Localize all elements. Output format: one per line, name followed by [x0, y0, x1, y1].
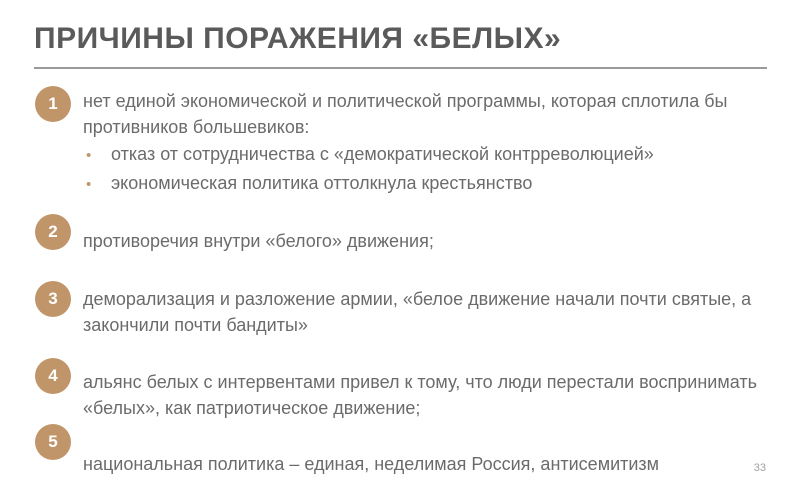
title-divider: [34, 67, 767, 69]
bullet-icon: •: [86, 176, 92, 193]
subpoint-text: экономическая политика оттолкнула крестьянство: [111, 173, 533, 193]
slide-title: ПРИЧИНЫ ПОРАЖЕНИЯ «БЕЛЫХ»: [34, 22, 562, 55]
point-text: деморализация и разложение армии, «белое движение начали почти святые, а закончили почти бандиты»: [83, 289, 752, 335]
page-number: 33: [753, 462, 766, 474]
subpoint: [86, 170, 532, 198]
subpoint: [86, 141, 654, 169]
point-number-badge: 5: [35, 424, 71, 460]
point-number-badge: 4: [35, 358, 71, 394]
bullet-icon: •: [86, 147, 92, 164]
point-number-badge: 3: [35, 281, 71, 317]
point-number-badge: 2: [35, 214, 71, 250]
point-text: альянс белых с интервентами привел к тому, что люди перестали воспринимать «белых», как патриотическое движение;: [83, 372, 757, 418]
point-number-badge: 1: [35, 86, 71, 122]
subpoint-text: отказ от сотрудничества с «демократической контрреволюцией»: [111, 144, 654, 164]
point-text: противоречия внутри «белого» движения;: [83, 231, 434, 251]
point-text: нет единой экономической и политической программы, которая сплотила бы противников большевиков:: [83, 91, 728, 137]
point-text: национальная политика – единая, неделимая Россия, антисемитизм: [83, 454, 660, 474]
